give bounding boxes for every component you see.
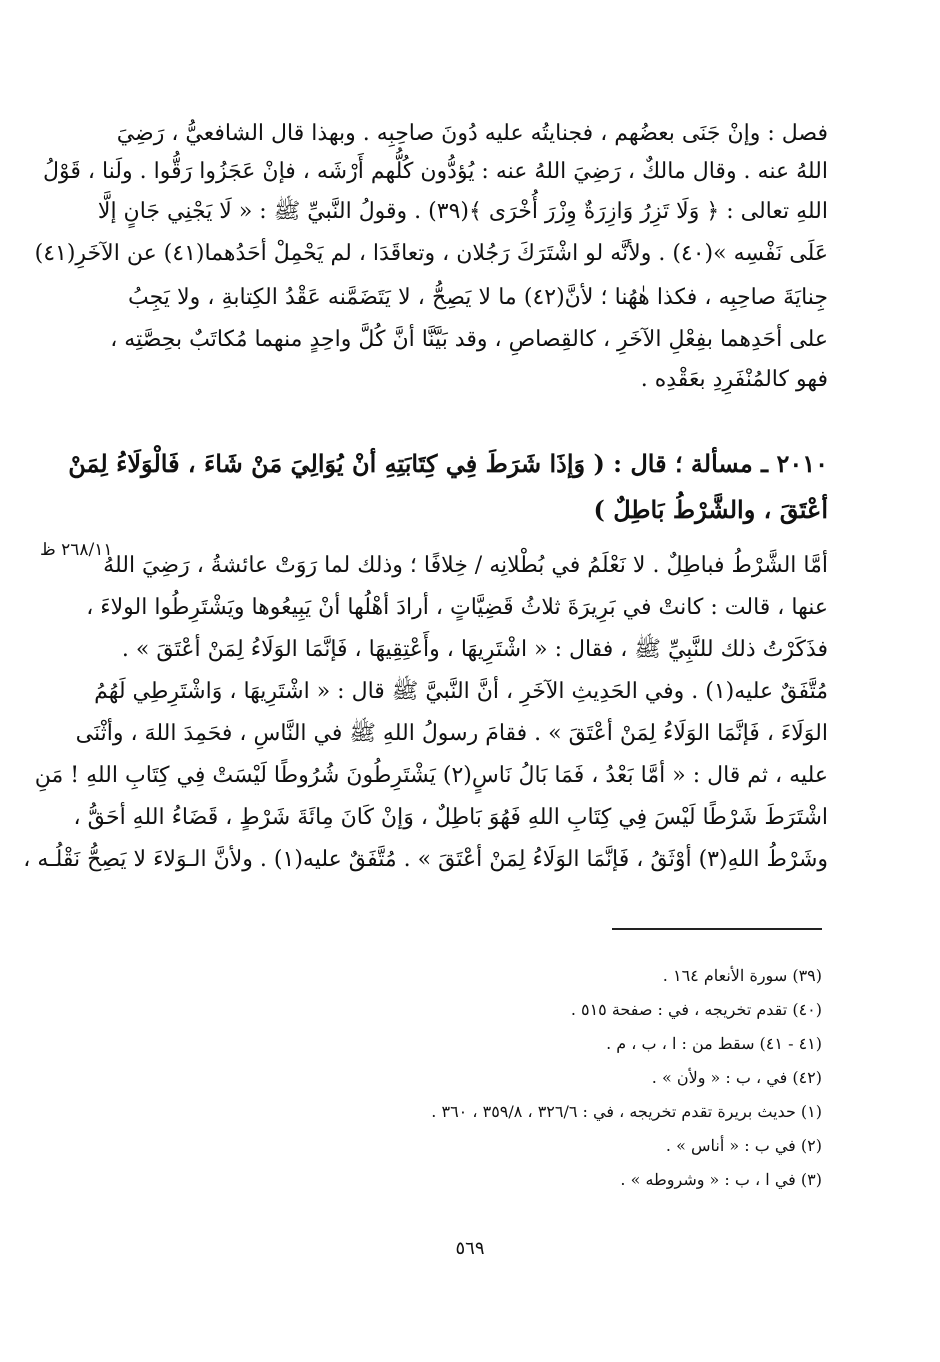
- footnote-separator: [612, 928, 822, 930]
- text-line: أعْتَقَ ، والشَّرْطُ بَاطِلٌ ): [593, 495, 828, 524]
- footnote: (٣٩) سورة الأنعام ١٦٤ .: [662, 966, 822, 985]
- text-line: عليه ، ثم قال : « أمَّا بَعْدُ ، فَمَا بَالُ نَاسٍ(٢) يَشْتَرِطُونَ شُرُوطًا لَيْسَتْ فِي كِتَابِ اللهِ ! مَنِ: [34, 763, 828, 788]
- footnote: (٢) في ب : « أناس » .: [665, 1136, 822, 1155]
- text-line: فهو كالمُنْفَرِدِ بعَقْدِه .: [640, 367, 828, 392]
- footnote: (٣) في ا ، ب : « وشروطه » .: [620, 1170, 822, 1189]
- text-line: اللهِ تعالى : ﴿ وَلَا تَزِرُ وَازِرَةٌ وِزْرَ أُخْرَى ﴾(٣٩) . وقولُ النَّبيِّ ﷺ : « لَا يَجْنِي جَانٍ إلَّا: [97, 199, 828, 224]
- text-line: فذَكَرْتُ ذلك للنَّبِيِّ ﷺ ، فقال : « اشْتَرِيهَا ، وأَعْتِقِيهَا ، فَإنَّمَا الوَلَاءُ لِمَنْ أعْتَقَ » .: [121, 637, 828, 662]
- text-line: أمَّا الشَّرْطُ فباطِلٌ . لا نَعْلَمُ في بُطْلانِه / خِلافًا ؛ وذلك لما رَوَتْ عائشةُ ، رَضِيَ اللهُ: [103, 553, 828, 578]
- margin-reference: ٢٦٨/١١ ظ: [40, 540, 113, 560]
- text-line: وشَرْطُ اللهِ(٣) أوْثَقُ ، فَإنَّمَا الوَلَاءُ لِمَنْ أعْتَقَ » . مُتَّفَقٌ عليه(١) . ولأنَّ الـوَلاءَ لا يَصِحُّ نَقْلُـه ،: [23, 847, 828, 872]
- page-number: ٥٦٩: [455, 1238, 485, 1259]
- footnote: (٤٠) تقدم تخريجه ، في : صفحة ٥١٥ .: [570, 1000, 822, 1019]
- text-line: فصل : وإنْ جَنَى بعضُهم ، فجنايتُه عليه دُونَ صاحِبِه . وبهذا قال الشافعيُّ ، رَضِيَ: [116, 121, 828, 146]
- footnote: (١) حديث بريرة تقدم تخريجه ، في : ٣٢٦/٦ ، ٣٥٩/٨ ، ٣٦٠ .: [431, 1102, 822, 1121]
- text-line: اشْتَرَطَ شَرْطًا لَيْسَ فِي كِتَابِ اللهِ فَهُوَ بَاطِلٌ ، وَإنْ كَانَ مِائَةَ شَرْطٍ ، قَضَاءُ اللهِ أحَقُّ ،: [73, 805, 828, 830]
- text-line: مُتَّفَقٌ عليه(١) . وفي الحَدِيثِ الآخَرِ ، أنَّ النَّبيَّ ﷺ قال : « اشْتَرِيهَا ، وَاشْتَرِطِي لَهُمُ: [94, 679, 828, 704]
- text-line: الوَلَاءَ ، فَإنَّمَا الوَلَاءُ لِمَنْ أعْتَقَ » . فقامَ رسولُ اللهِ ﷺ في النَّاسِ ، فحَمِدَ اللهَ ، وأثْنَى: [75, 721, 828, 746]
- text-line: ٢٠١٠ ـ مسألة ؛ قال : ( وَإذَا شَرَطَ فِي كِتَابَتِهِ أنْ يُوَالِيَ مَنْ شَاءَ ، فَالْوَلَاءُ لِمَنْ: [68, 449, 828, 478]
- text-line: جِنايَةَ صاحِبِه ، فكذا هٰهُنا ؛ لأنَّ(٤٢) ما لا يَصِحُّ ، لا يَتَضَمَّنه عَقْدُ الكِتابةِ ، ولا يَجِبُ: [128, 285, 829, 310]
- text-line: عَلَى نَفْسِه »(٤٠) . ولأنَّه لو اشْتَرَكَ رَجُلان ، وتعاقَدَا ، لم يَحْمِلْ أحَدُهما(٤١) عن الآخَرِ(٤١): [34, 241, 828, 266]
- text-line: عنها ، قالت : كانتْ في بَرِيرَةَ ثلاثُ قَضِيَّاتٍ ، أرادَ أهْلُها أنْ يَبِيعُوها ويَشْتَرِطُوا الولاءَ ،: [86, 595, 828, 620]
- footnote: (٤١ - ٤١) سقط من : ا ، ب ، م .: [606, 1034, 822, 1053]
- text-line: اللهُ عنه . وقال مالكٌ ، رَضِيَ اللهُ عنه : يُؤدُّون كُلُّهم أَرْشَه ، فإنْ عَجَزُوا رَقُّوا . ولَنا ، قَوْلُ: [43, 159, 828, 184]
- footnote: (٤٢) في ، ب : « ولأن » .: [651, 1068, 822, 1087]
- text-line: على أحَدِهما بفِعْلِ الآخَرِ ، كالقِصاصِ ، وقد بَيَّنَّا أنَّ كُلَّ واحِدٍ منهما مُكاتَبٌ بحِصَّتِه ،: [110, 327, 828, 352]
